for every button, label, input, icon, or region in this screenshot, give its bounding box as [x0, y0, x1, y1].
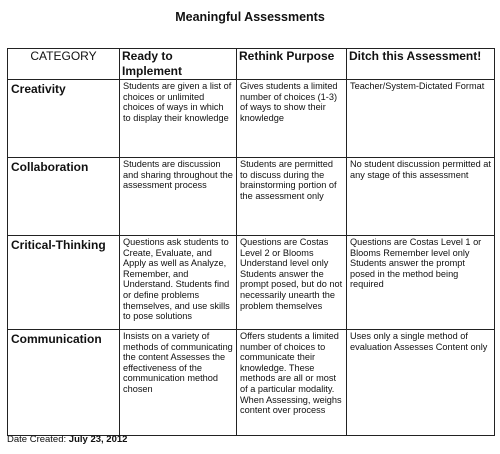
cell-critical-thinking-rethink: Questions are Costas Level 2 or Blooms Understand level only Students answer the prompt posed, but do not necessarily unearth the problem themselves — [237, 236, 347, 330]
page-title: Meaningful Assessments — [175, 10, 325, 24]
header-rethink-purpose: Rethink Purpose — [237, 49, 347, 80]
header-row — [8, 49, 495, 80]
table-row-critical-thinking — [8, 236, 495, 330]
cell-communication-ready: Insists on a variety of methods of communicating the content Assesses the effectiveness of the communication method chosen — [120, 330, 237, 436]
header-ready-to-implement: Ready to Implement — [120, 49, 237, 80]
cell-communication-rethink: Offers students a limited number of choices to communicate their knowledge. These methods are all or most of a particular modality. When Assessing, weighs content over process — [237, 330, 347, 436]
cell-creativity-ready: Students are given a list of choices or unlimited choices of ways in which to display their knowledge — [120, 80, 237, 158]
header-ditch-assessment: Ditch this Assessment! — [347, 49, 495, 80]
category-collaboration: Collaboration — [8, 158, 120, 236]
assessment-rubric-table — [7, 48, 495, 436]
header-category: CATEGORY — [8, 49, 120, 80]
cell-creativity-ditch: Teacher/System-Dictated Format — [347, 80, 495, 158]
date-created — [7, 434, 127, 445]
cell-communication-ditch: Uses only a single method of evaluation Assesses Content only — [347, 330, 495, 436]
cell-creativity-rethink: Gives students a limited number of choices (1-3) of ways to show their knowledge — [237, 80, 347, 158]
cell-collaboration-rethink: Students are permitted to discuss during the brainstorming portion of the assessment only — [237, 158, 347, 236]
table-row-communication — [8, 330, 495, 436]
cell-critical-thinking-ready: Questions ask students to Create, Evaluate, and Apply as well as Analyze, Remember, and Understand. Students find or define problems themselves, and use skills to pose solutions — [120, 236, 237, 330]
category-communication: Communication — [8, 330, 120, 436]
table-row-collaboration — [8, 158, 495, 236]
category-creativity: Creativity — [8, 80, 120, 158]
table-row-creativity — [8, 80, 495, 158]
date-created-value: July 23, 2012 — [68, 434, 128, 445]
date-created-label: Date Created: — [7, 434, 67, 445]
cell-collaboration-ditch: No student discussion permitted at any stage of this assessment — [347, 158, 495, 236]
cell-collaboration-ready: Students are discussion and sharing throughout the assessment process — [120, 158, 237, 236]
category-critical-thinking: Critical-Thinking — [8, 236, 120, 330]
cell-critical-thinking-ditch: Questions are Costas Level 1 or Blooms Remember level only Students answer the prompt posed in the method being required — [347, 236, 495, 330]
